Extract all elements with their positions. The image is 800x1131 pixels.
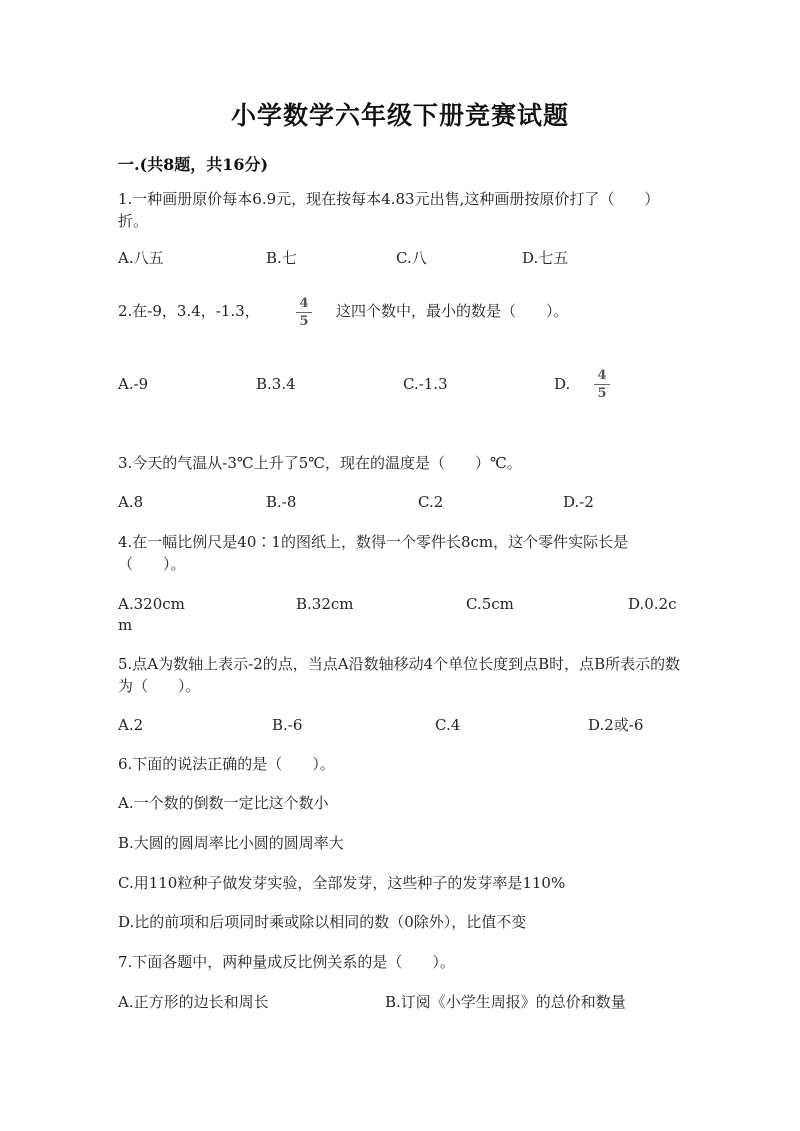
q3-option-c: C.2	[418, 493, 444, 511]
q1-option-d: D.七五	[522, 249, 569, 267]
fraction-bar	[296, 312, 312, 313]
fraction-numerator: 4	[299, 296, 309, 311]
question-2-stem-part2: 这四个数中，最小的数是（ ）。	[336, 302, 569, 320]
q2-option-d: D.	[554, 375, 571, 393]
question-4-stem: 4.在一幅比例尺是40∶1的图纸上，数得一个零件长8cm，这个零件实际长是（ ）。	[118, 533, 629, 573]
q4-option-d: D.0.2c	[628, 595, 677, 613]
question-3-stem: 3.今天的气温从-3℃上升了5℃，现在的温度是（ ）℃。	[118, 454, 522, 472]
section-heading: 一.(共8题，共16分)	[118, 155, 269, 174]
q1-option-b: B.七	[266, 249, 297, 267]
page-title: 小学数学六年级下册竞赛试题	[230, 101, 569, 130]
q5-option-a: A.2	[118, 716, 144, 734]
question-2-stem-part1: 2.在-9，3.4，-1.3，	[118, 302, 260, 320]
q4-option-b: B.32cm	[296, 595, 354, 613]
option-d-fraction	[594, 369, 610, 400]
q4-option-d-wrap: m	[118, 616, 133, 634]
question-1-stem: 1.一种画册原价每本6.9元，现在按每本4.83元出售,这种画册按原价打了（ ）折。	[118, 190, 660, 230]
fraction-numerator: 4	[597, 368, 607, 383]
question-7-stem: 7.下面各题中，两种量成反比例关系的是（ ）。	[118, 953, 455, 971]
q3-option-a: A.8	[118, 493, 144, 511]
q6-option-c: C.用110粒种子做发芽实验，全部发芽，这些种子的发芽率是110%	[118, 874, 566, 892]
q6-option-a: A.一个数的倒数一定比这个数小	[118, 794, 329, 812]
q5-option-b: B.-6	[272, 716, 303, 734]
q5-option-d: D.2或-6	[588, 716, 644, 734]
q4-option-c: C.5cm	[466, 595, 514, 613]
question-6-stem: 6.下面的说法正确的是（ ）。	[118, 755, 335, 773]
q7-option-b: B.订阅《小学生周报》的总价和数量	[385, 993, 626, 1011]
q4-option-a: A.320cm	[118, 595, 185, 613]
q7-option-a: A.正方形的边长和周长	[118, 993, 269, 1011]
q1-option-c: C.八	[396, 249, 427, 267]
q3-option-b: B.-8	[266, 493, 297, 511]
fraction-denominator: 5	[597, 386, 607, 401]
q6-option-b: B.大圆的圆周率比小圆的圆周率大	[118, 834, 344, 852]
q2-option-b: B.3.4	[256, 375, 296, 393]
question-5-stem: 5.点A为数轴上表示-2的点，当点A沿数轴移动4个单位长度到点B时，点B所表示的数为（ ）。	[118, 655, 681, 695]
q1-option-a: A.八五	[118, 249, 164, 267]
q2-option-a: A.-9	[118, 375, 149, 393]
q2-option-c: C.-1.3	[403, 375, 448, 393]
fraction-bar	[594, 384, 610, 385]
q3-option-d: D.-2	[563, 493, 594, 511]
q5-option-c: C.4	[435, 716, 461, 734]
q6-option-d: D.比的前项和后项同时乘或除以相同的数（0除外），比值不变	[118, 913, 527, 931]
fraction-denominator: 5	[299, 314, 309, 329]
fraction-four-fifths	[296, 297, 312, 328]
